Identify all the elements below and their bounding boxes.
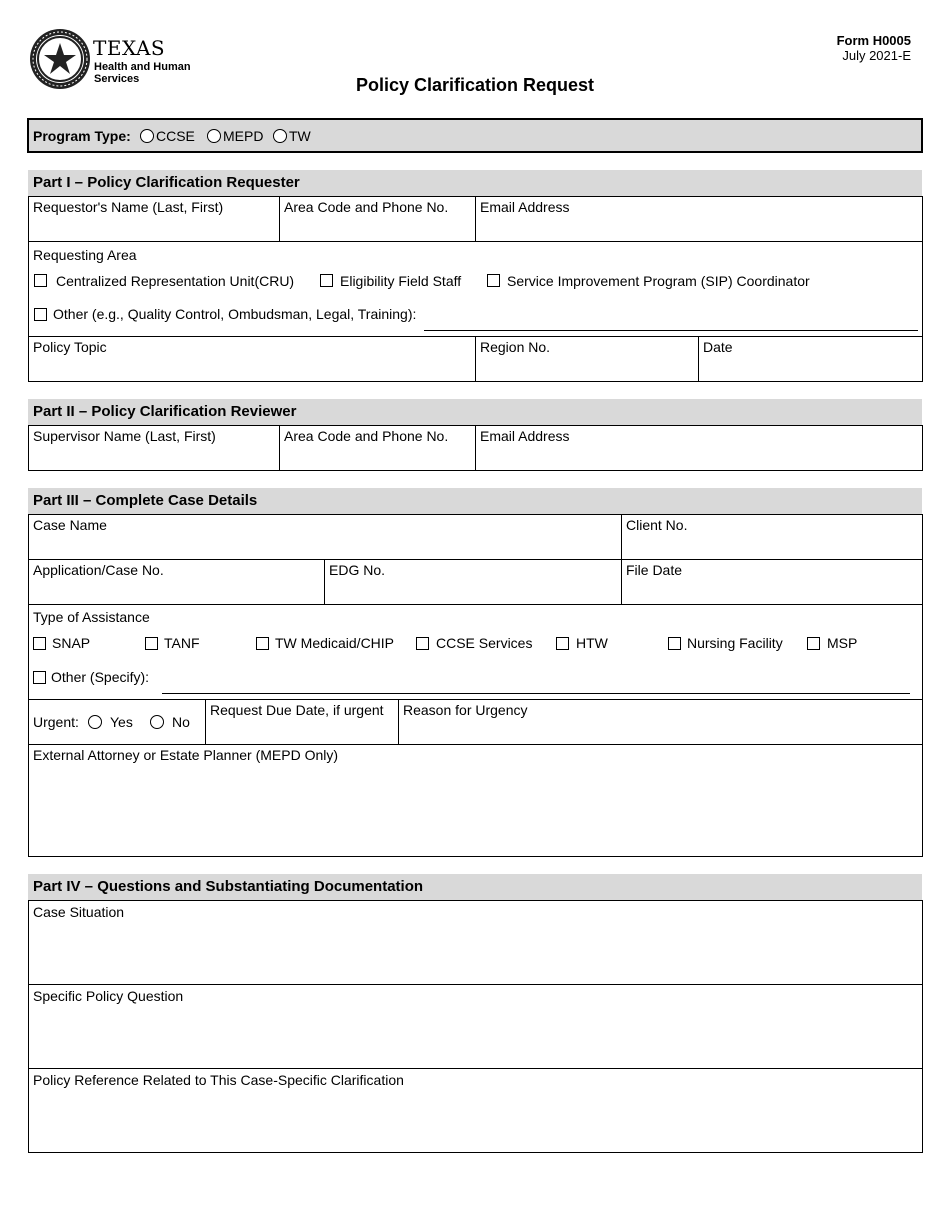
divider [398,699,399,744]
checkbox-sip-label: Service Improvement Program (SIP) Coordinator [507,273,810,289]
requesting-area-label: Requesting Area [33,247,137,263]
requestor-phone-field[interactable]: Area Code and Phone No. [284,199,449,215]
divider [28,984,923,985]
program-type-bar [27,118,923,153]
divider [279,196,280,241]
checkbox-tanf[interactable] [145,637,158,650]
date-field[interactable]: Date [703,339,733,355]
radio-urgent-no-label: No [172,714,190,730]
divider [279,425,280,471]
supervisor-name-field[interactable]: Supervisor Name (Last, First) [33,428,216,444]
divider [28,1068,923,1069]
region-field[interactable]: Region No. [480,339,551,355]
checkbox-cru-label: Centralized Representation Unit(CRU) [56,273,295,289]
type-of-assistance-label: Type of Assistance [33,609,150,625]
checkbox-other-assistance-label: Other (Specify): [51,669,150,685]
divider [475,336,476,382]
checkbox-eligibility-label: Eligibility Field Staff [340,273,462,289]
checkbox-snap[interactable] [33,637,46,650]
logo-line1: Health and Human [94,61,191,73]
radio-urgent-yes[interactable] [88,715,102,729]
policy-reference-field[interactable]: Policy Reference Related to This Case-Specific Clarification [33,1072,404,1088]
radio-mepd[interactable] [207,129,221,143]
page-title: Policy Clarification Request [355,75,595,95]
divider [698,336,699,382]
checkbox-nursing-facility-label: Nursing Facility [687,635,783,651]
radio-mepd-label: MEPD [223,128,264,144]
divider [28,604,923,605]
edg-no-field[interactable]: EDG No. [329,562,386,578]
form-date: July 2021-E [842,48,911,63]
checkbox-ccse-services[interactable] [416,637,429,650]
checkbox-eligibility[interactable] [320,274,333,287]
divider [205,699,206,744]
policy-topic-field[interactable]: Policy Topic [33,339,107,355]
checkbox-other-assistance[interactable] [33,671,46,684]
checkbox-tw-medicaid-label: TW Medicaid/CHIP [275,635,395,651]
divider [28,559,923,560]
divider [475,196,476,241]
checkbox-tw-medicaid[interactable] [256,637,269,650]
specific-question-field[interactable]: Specific Policy Question [33,988,184,1004]
checkbox-msp[interactable] [807,637,820,650]
case-situation-field[interactable]: Case Situation [33,904,125,920]
app-case-no-field[interactable]: Application/Case No. [33,562,164,578]
radio-ccse[interactable] [140,129,154,143]
divider [28,744,923,745]
checkbox-nursing-facility[interactable] [668,637,681,650]
reason-urgency-field[interactable]: Reason for Urgency [403,702,528,718]
radio-tw[interactable] [273,129,287,143]
part4-box [28,900,923,1153]
checkbox-msp-label: MSP [827,635,858,651]
other-area-input[interactable] [424,330,918,331]
urgent-label: Urgent: [33,714,79,730]
radio-ccse-label: CCSE [156,128,195,144]
part4-header: Part IV – Questions and Substantiating Documentation [28,874,922,900]
logo-title: TEXAS [93,36,166,60]
checkbox-other-area[interactable] [34,308,47,321]
part1-header: Part I – Policy Clarification Requester [28,170,922,196]
radio-urgent-yes-label: Yes [110,714,133,730]
file-date-field[interactable]: File Date [626,562,683,578]
program-type-label: Program Type: [33,128,131,144]
divider [475,425,476,471]
checkbox-sip[interactable] [487,274,500,287]
attorney-field[interactable]: External Attorney or Estate Planner (MEPD Only) [33,747,339,763]
radio-urgent-no[interactable] [150,715,164,729]
client-no-field[interactable]: Client No. [626,517,688,533]
case-name-field[interactable]: Case Name [33,517,107,533]
checkbox-snap-label: SNAP [52,635,91,651]
checkbox-htw-label: HTW [576,635,608,651]
logo-line2: Services [94,73,140,85]
checkbox-tanf-label: TANF [164,635,200,651]
part3-header: Part III – Complete Case Details [28,488,922,514]
radio-tw-label: TW [289,128,311,144]
divider [28,241,923,242]
part2-header: Part II – Policy Clarification Reviewer [28,399,922,425]
supervisor-phone-field[interactable]: Area Code and Phone No. [284,428,449,444]
due-date-field[interactable]: Request Due Date, if urgent [210,702,384,718]
checkbox-htw[interactable] [556,637,569,650]
other-assistance-input[interactable] [162,693,910,694]
form-number: Form H0005 [836,33,911,48]
checkbox-other-area-label: Other (e.g., Quality Control, Ombudsman, Legal, Training): [53,306,417,322]
requestor-name-field[interactable]: Requestor's Name (Last, First) [33,199,224,215]
checkbox-cru[interactable] [34,274,47,287]
checkbox-ccse-services-label: CCSE Services [436,635,533,651]
divider [324,559,325,604]
supervisor-email-field[interactable]: Email Address [480,428,570,444]
divider [28,699,923,700]
requestor-email-field[interactable]: Email Address [480,199,570,215]
